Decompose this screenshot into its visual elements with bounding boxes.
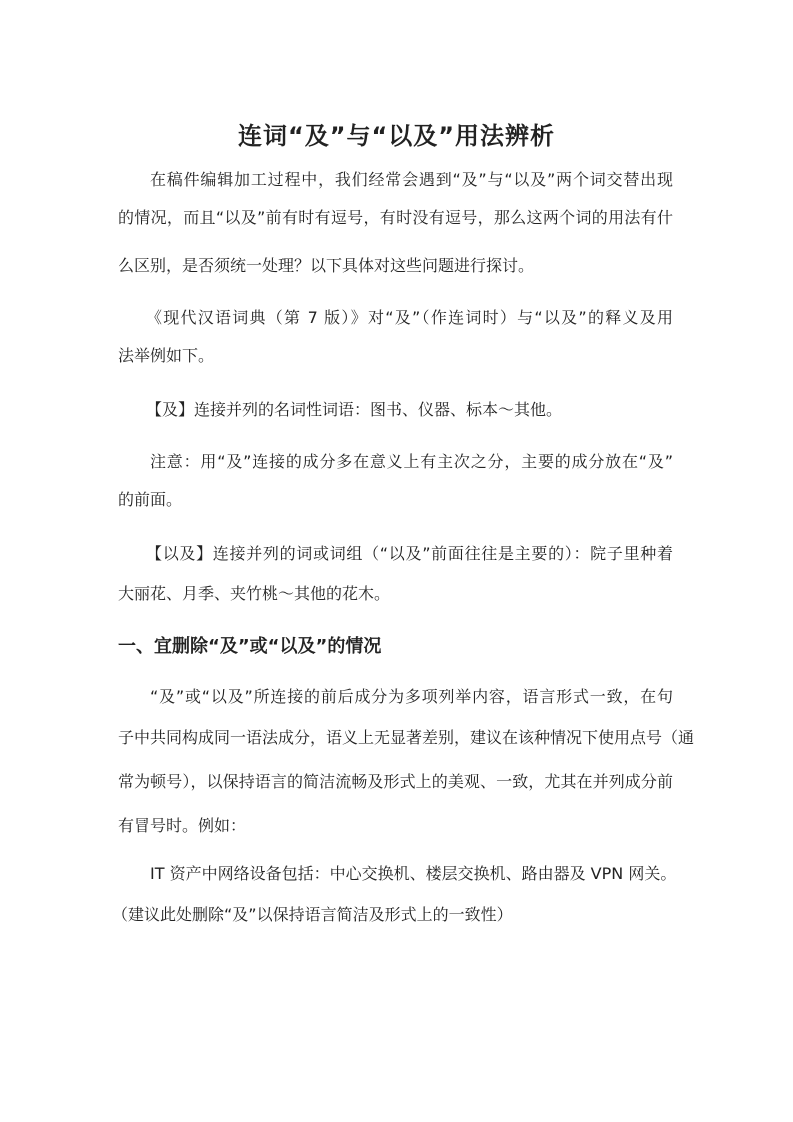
document-title: 连词“及”与“以及”用法辨析 <box>237 122 556 150</box>
paragraph-line: 大丽花、月季、夹竹桃～其他的花木。 <box>118 584 391 603</box>
paragraph-line: 【以及】连接并列的词或词组（“以及”前面往往是主要的）：院子里种着 <box>146 544 673 563</box>
paragraph-line: “及”或“以及”所连接的前后成分为多项列举内容，语言形式一致，在句 <box>150 687 673 706</box>
paragraph-line: 法举例如下。 <box>118 346 215 365</box>
paragraph-line: 有冒号时。例如： <box>118 816 247 835</box>
section-heading: 一、宜删除“及”或“以及”的情况 <box>118 636 382 657</box>
paragraph-line: （建议此处删除“及”以保持语言简洁及形式上的一致性） <box>112 905 513 924</box>
paragraph-line: 常为顿号），以保持语言的简洁流畅及形式上的美观、一致，尤其在并列成分前 <box>118 772 673 791</box>
paragraph-line: 《现代汉语词典（第 7 版）》对“及”（作连词时）与“以及”的释义及用 <box>146 308 673 327</box>
paragraph-line: IT 资产中网络设备包括：中心交换机、楼层交换机、路由器及 VPN 网关。 <box>150 864 677 883</box>
paragraph-line: 在稿件编辑加工过程中，我们经常会遇到“及”与“以及”两个词交替出现 <box>150 170 673 189</box>
paragraph-line: 的情况，而且“以及”前有时有逗号，有时没有逗号，那么这两个词的用法有什 <box>118 208 673 227</box>
paragraph-line: 【及】连接并列的名词性词语：图书、仪器、标本～其他。 <box>146 400 563 419</box>
paragraph-line: 子中共同构成同一语法成分，语义上无显著差别，建议在该种情况下使用点号（通 <box>118 728 695 747</box>
paragraph-line: 的前面。 <box>118 490 183 509</box>
paragraph-line: 注意：用“及”连接的成分多在意义上有主次之分，主要的成分放在“及” <box>150 452 673 471</box>
paragraph-line: 么区别，是否须统一处理？以下具体对这些问题进行探讨。 <box>118 256 535 275</box>
